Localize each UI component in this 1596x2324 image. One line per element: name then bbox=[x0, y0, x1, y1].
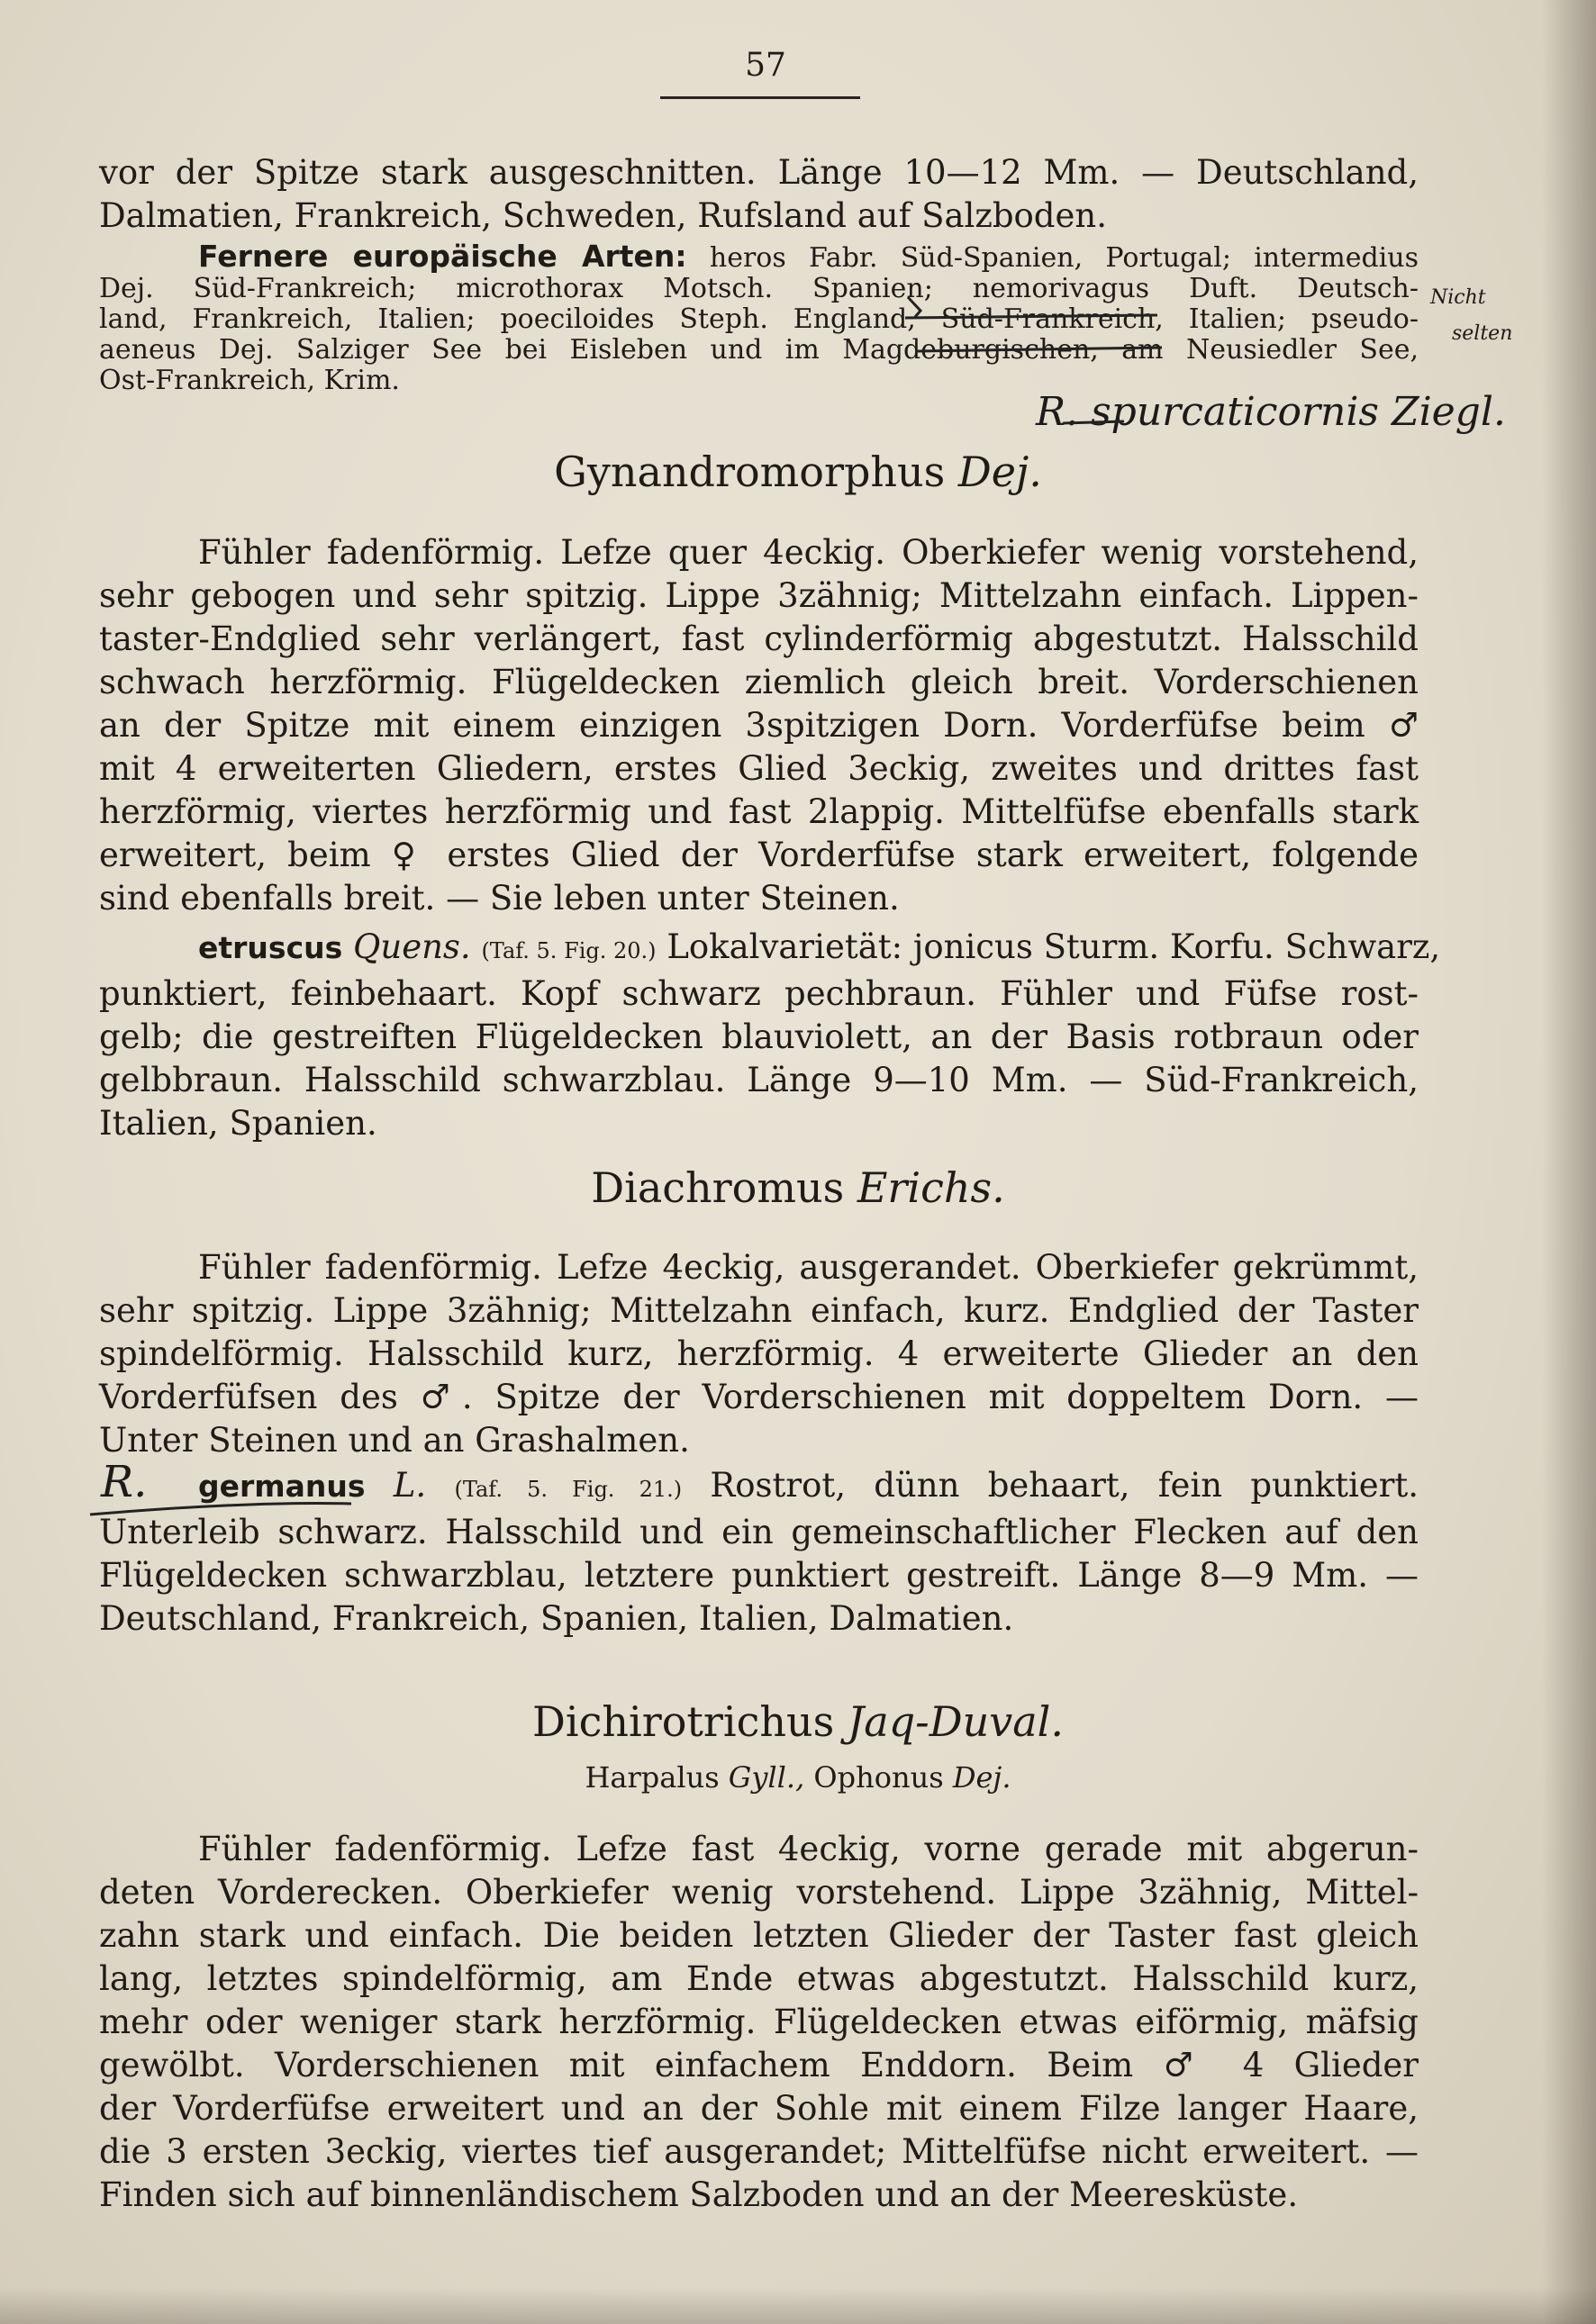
text-line: germanus L. (Taf. 5. Fig. 21.) Rostrot, dünn behaart, fein punktiert. bbox=[198, 1466, 1419, 1505]
further-species-label: Fernere europäische Arten: bbox=[198, 239, 687, 274]
text-line: mehr oder weniger stark herzförmig. Flügeldecken etwas eiförmig, mäfsig bbox=[99, 2003, 1419, 2041]
text-line: Unter Steinen und an Grashalmen. bbox=[99, 1421, 690, 1460]
text-line: Deutschland, Frankreich, Spanien, Italien, Dalmatien. bbox=[99, 1599, 1014, 1638]
underline-mark bbox=[905, 315, 1157, 318]
text-line: die 3 ersten 3eckig, viertes tief ausgerandet; Mittelfüfse nicht erweitert. — bbox=[99, 2132, 1419, 2171]
text-line: gelbbraun. Halsschild schwarzblau. Länge 9—10 Mm. — Süd-Frankreich, bbox=[99, 1061, 1419, 1099]
underline-mark bbox=[90, 1504, 351, 1515]
handwritten-note: R. bbox=[101, 1457, 148, 1507]
text-line: sehr spitzig. Lippe 3zähnig; Mittelzahn einfach, kurz. Endglied der Taster bbox=[99, 1291, 1419, 1330]
text-line: aeneus Dej. Salziger See bei Eisleben und im Magdeburgischen, am Neusiedler See, bbox=[99, 334, 1419, 366]
text-line: punktiert, feinbehaart. Kopf schwarz pechbraun. Fühler und Füfse rost- bbox=[99, 974, 1419, 1013]
handwritten-margin-note: Nicht bbox=[1430, 286, 1486, 309]
text-line: Italien, Spanien. bbox=[99, 1104, 377, 1143]
text-line: Fühler fadenförmig. Lefze fast 4eckig, vorne gerade mit abgerun- bbox=[198, 1830, 1419, 1868]
text-line: mit 4 erweiterten Gliedern, erstes Glied 3eckig, zweites und drittes fast bbox=[99, 749, 1419, 788]
genus-heading: Gynandromorphus Dej. bbox=[554, 448, 1042, 496]
text-line: schwach herzförmig. Flügeldecken ziemlich gleich breit. Vorderschienen bbox=[99, 663, 1419, 701]
text-line: lang, letztes spindelförmig, am Ende etwas abgestutzt. Halsschild kurz, bbox=[99, 1959, 1419, 1998]
text-line: erweitert, beim ♀ erstes Glied der Vorderfüfse stark erweitert, folgende bbox=[99, 836, 1419, 874]
text-line: Dalmatien, Frankreich, Schweden, Rufsland auf Salzboden. bbox=[99, 196, 1107, 235]
text-line: Unterleib schwarz. Halsschild und ein gemeinschaftlicher Flecken auf den bbox=[99, 1513, 1419, 1551]
species-name: germanus bbox=[198, 1469, 366, 1504]
text-line: Fühler fadenförmig. Lefze 4eckig, ausgerandet. Oberkiefer gekrümmt, bbox=[198, 1248, 1419, 1287]
insertion-mark bbox=[908, 297, 920, 317]
text-line: spindelförmig. Halsschild kurz, herzförmig. 4 erweiterte Glieder an den bbox=[99, 1334, 1419, 1373]
plate-reference: (Taf. 5. Fig. 20.) bbox=[481, 938, 657, 963]
page-number: 57 bbox=[745, 47, 786, 84]
text-line: gewölbt. Vorderschienen mit einfachem Enddorn. Beim ♂ 4 Glieder bbox=[99, 2046, 1419, 2084]
text-line: vor der Spitze stark ausgeschnitten. Länge 10—12 Mm. — Deutschland, bbox=[99, 153, 1419, 192]
text-line: Vorderfüfsen des ♂. Spitze der Vorderschienen mit doppeltem Dorn. — bbox=[99, 1378, 1419, 1416]
text-line: Ost-Frankreich, Krim. bbox=[99, 365, 400, 396]
genus-heading: Dichirotrichus Jaq-Duval. bbox=[532, 1697, 1064, 1746]
text-line: deten Vorderecken. Oberkiefer wenig vorstehend. Lippe 3zähnig, Mittel- bbox=[99, 1873, 1419, 1912]
text-line: Flügeldecken schwarzblau, letztere punktiert gestreift. Länge 8—9 Mm. — bbox=[99, 1556, 1419, 1595]
text-line: Fühler fadenförmig. Lefze quer 4eckig. Oberkiefer wenig vorstehend, bbox=[198, 533, 1419, 572]
handwritten-note: R. spurcaticornis Ziegl. bbox=[1036, 389, 1506, 435]
underline-mark bbox=[1063, 421, 1124, 423]
text-line: an der Spitze mit einem einzigen 3spitzigen Dorn. Vorderfüfse beim ♂ bbox=[99, 706, 1419, 745]
genus-heading: Diachromus Erichs. bbox=[591, 1163, 1005, 1212]
handwritten-margin-note: selten bbox=[1452, 322, 1513, 345]
page-edge-shadow bbox=[1542, 0, 1596, 2324]
text-line: zahn stark und einfach. Die beiden letzten Glieder der Taster fast gleich bbox=[99, 1916, 1419, 1955]
genus-synonyms: Harpalus Gyll., Ophonus Dej. bbox=[585, 1760, 1011, 1795]
text-line: gelb; die gestreiften Flügeldecken blauviolett, an der Basis rotbraun oder bbox=[99, 1017, 1419, 1056]
text-line: Finden sich auf binnenländischem Salzboden und an der Meeresküste. bbox=[99, 2175, 1299, 2214]
text-line: sind ebenfalls breit. — Sie leben unter Steinen. bbox=[99, 879, 900, 918]
text-line: Fernere europäische Arten: heros Fabr. Süd-Spanien, Portugal; intermedius bbox=[198, 239, 1419, 274]
text-line: der Vorderfüfse erweitert und an der Sohle mit einem Filze langer Haare, bbox=[99, 2089, 1419, 2128]
page-bottom-shadow bbox=[0, 2288, 1596, 2324]
text-line: sehr gebogen und sehr spitzig. Lippe 3zähnig; Mittelzahn einfach. Lippen- bbox=[99, 576, 1419, 615]
text-line: herzförmig, viertes herzförmig und fast 2lappig. Mittelfüfse ebenfalls stark bbox=[99, 792, 1419, 831]
text-line: Dej. Süd-Frankreich; microthorax Motsch. Spanien; nemorivagus Duft. Deutsch- bbox=[99, 273, 1419, 304]
text-line: etruscus Quens. (Taf. 5. Fig. 20.) Lokalvarietät: jonicus Sturm. Korfu. Schwarz, bbox=[198, 927, 1441, 966]
text-line: taster-Endglied sehr verlängert, fast cylinderförmig abgestutzt. Halsschild bbox=[99, 619, 1419, 658]
plate-reference: (Taf. 5. Fig. 21.) bbox=[454, 1477, 683, 1502]
species-name: etruscus bbox=[198, 930, 343, 965]
underline-mark bbox=[917, 348, 1162, 351]
text-line: land, Frankreich, Italien; poeciloides Steph. England, Süd-Frankreich, Italien; pseudo- bbox=[99, 303, 1419, 335]
